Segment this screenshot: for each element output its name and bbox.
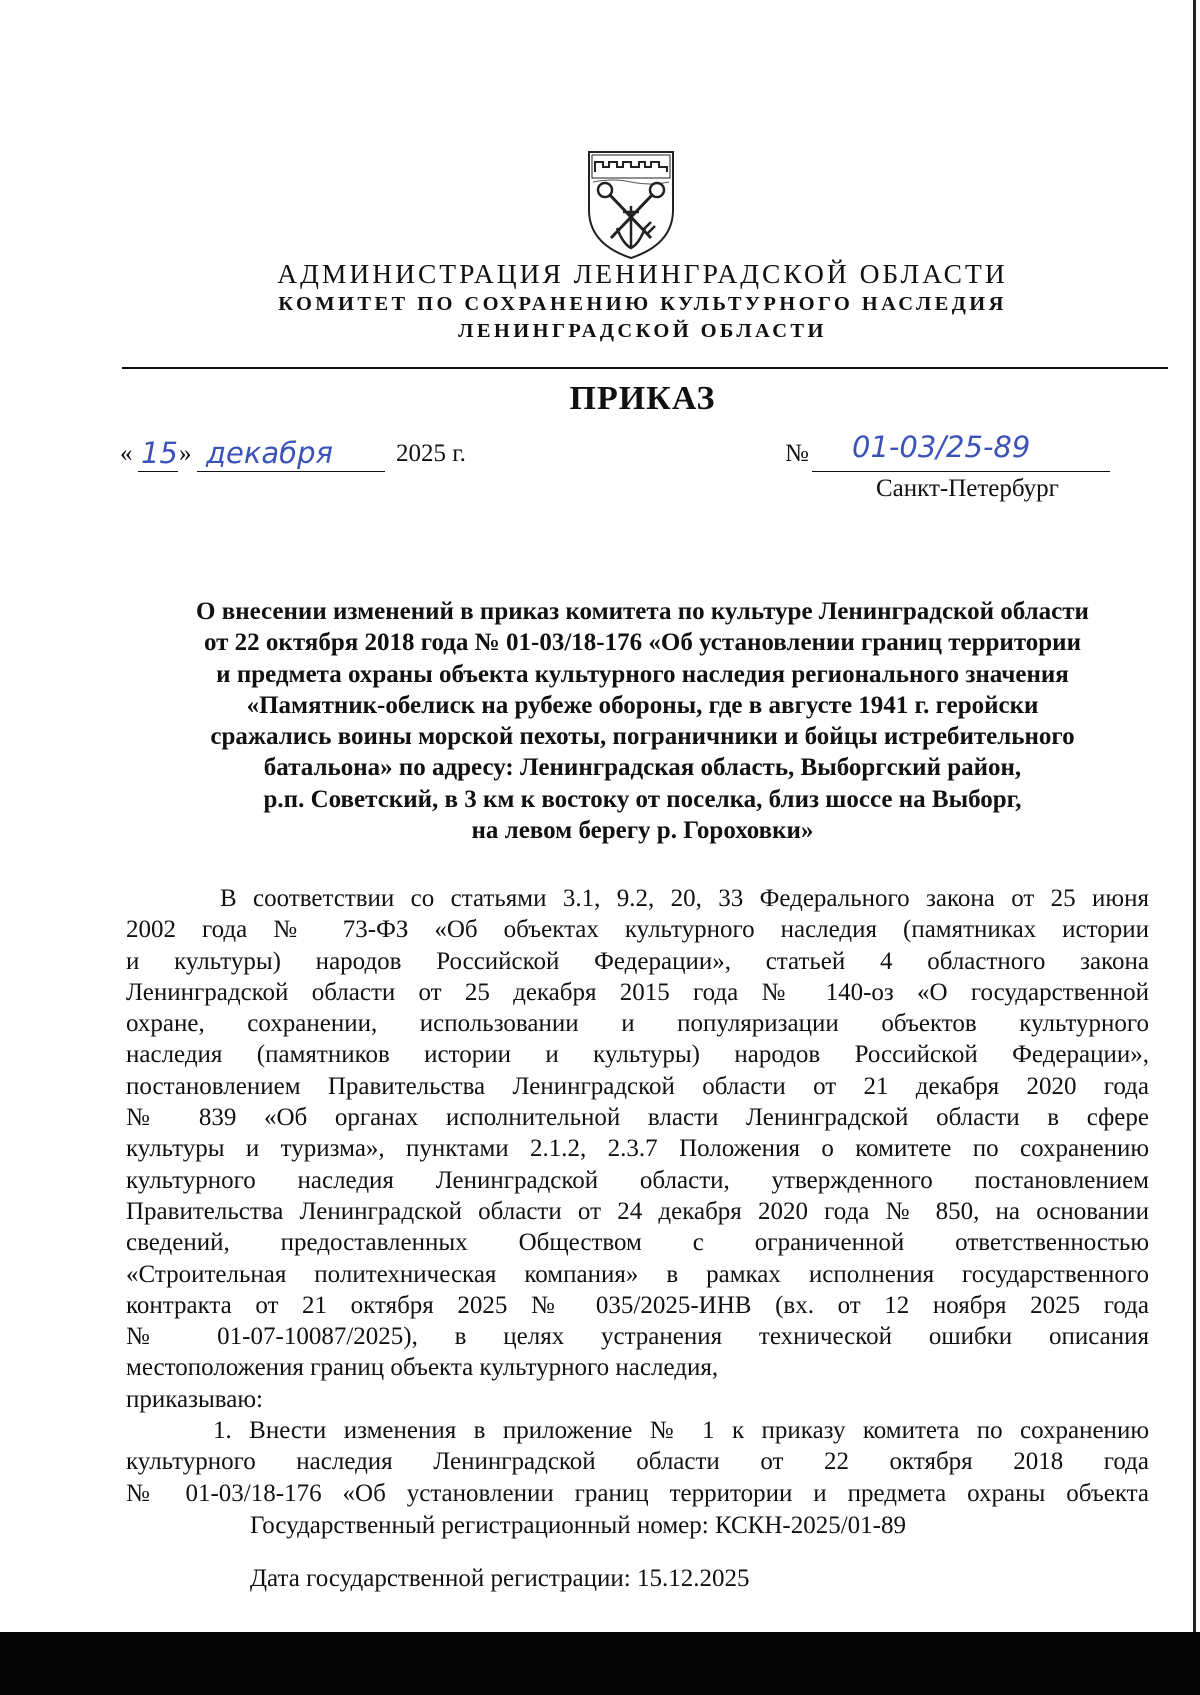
body-line: Правительства Ленинградской области от 24 декабря 2020 года № 850, на основании xyxy=(126,1197,1149,1225)
date-open-quote: « xyxy=(120,440,133,467)
subject-line: р.п. Советский, в 3 км к востоку от поселка, близ шоссе на Выборг, xyxy=(263,785,1022,813)
subject-line: на левом берегу р. Гороховки» xyxy=(471,817,814,845)
body-line: культурного наследия Ленинградской области, утвержденного постановлением xyxy=(126,1166,1149,1194)
coat-of-arms-icon xyxy=(583,148,679,262)
body-line: сведений, предоставленных Обществом с ограниченной ответственностью xyxy=(126,1229,1149,1257)
handwritten-day: 15 xyxy=(141,436,178,470)
item-1-line: 1. Внести изменения в приложение № 1 к приказу комитета по сохранению xyxy=(213,1417,1149,1445)
scan-edge xyxy=(1193,0,1196,1640)
body-line: культуры и туризма», пунктами 2.1.2, 2.3.7 Положения о комитете по сохранению xyxy=(126,1135,1149,1163)
body-line: № 839 «Об органах исполнительной власти Ленинградской области в сфере xyxy=(126,1104,1149,1132)
scan-bottom-band xyxy=(0,1632,1200,1695)
administration-name: АДМИНИСТРАЦИЯ ЛЕНИНГРАДСКОЙ ОБЛАСТИ xyxy=(277,258,1008,289)
subject-line: батальона» по адресу: Ленинградская область, Выборгский район, xyxy=(263,754,1022,782)
registration-number: Государственный регистрационный номер: КСКН-2025/01-89 xyxy=(250,1512,907,1539)
subject-line: от 22 октября 2018 года № 01-03/18-176 «Об установлении границ территории xyxy=(203,629,1081,657)
body-line: постановлением Правительства Ленинградской области от 21 декабря 2020 года xyxy=(126,1072,1149,1100)
body-line: 2002 года № 73-ФЗ «Об объектах культурного наследия (памятниках истории xyxy=(126,916,1149,944)
handwritten-month: декабря xyxy=(206,436,333,470)
date-close-quote: » xyxy=(179,440,192,467)
body-line: № 01-07-10087/2025), в целях устранения технической ошибки описания xyxy=(126,1323,1149,1351)
body-line: и культуры) народов Российской Федерации», статьей 4 областного закона xyxy=(126,947,1149,975)
preamble-paragraph xyxy=(126,883,1149,1509)
committee-region: ЛЕНИНГРАДСКОЙ ОБЛАСТИ xyxy=(458,320,827,342)
number-label: № xyxy=(785,440,809,467)
body-line: «Строительная политехническая компания» в рамках исполнения государственного xyxy=(126,1260,1149,1288)
date-year: 2025 г. xyxy=(396,440,466,467)
day-underline xyxy=(138,471,178,472)
handwritten-number: 01-03/25-89 xyxy=(852,430,1031,464)
body-line: контракта от 21 октября 2025 № 035/2025-ИНВ (вх. от 12 ноября 2025 года xyxy=(126,1291,1149,1319)
header-divider xyxy=(122,367,1168,369)
order-word: приказываю: xyxy=(126,1385,263,1413)
subject-line: сражались воины морской пехоты, пограничники и бойцы истребительного xyxy=(210,723,1075,751)
number-underline xyxy=(812,471,1110,472)
month-underline xyxy=(197,471,385,472)
registration-date: Дата государственной регистрации: 15.12.2025 xyxy=(250,1565,750,1592)
body-line: охране, сохранении, использовании и популяризации объектов культурного xyxy=(126,1010,1149,1038)
item-1-line: культурного наследия Ленинградской области от 22 октября 2018 года xyxy=(126,1448,1149,1476)
body-line: Ленинградской области от 25 декабря 2015 года № 140-оз «О государственной xyxy=(126,978,1149,1006)
city: Санкт-Петербург xyxy=(876,475,1059,502)
body-line: наследия (памятников истории и культуры) народов Российской Федерации», xyxy=(126,1041,1149,1069)
item-1-line: № 01-03/18-176 «Об установлении границ территории и предмета охраны объекта xyxy=(126,1479,1149,1507)
committee-name: КОМИТЕТ ПО СОХРАНЕНИЮ КУЛЬТУРНОГО НАСЛЕДИЯ xyxy=(278,293,1007,315)
body-line: местоположения границ объекта культурного наследия, xyxy=(126,1354,719,1382)
subject-line: «Памятник-обелиск на рубеже обороны, где в августе 1941 г. геройски xyxy=(246,691,1039,719)
subject-line: и предмета охраны объекта культурного наследия регионального значения xyxy=(216,660,1069,688)
document-title: ПРИКАЗ xyxy=(569,380,716,417)
order-subject xyxy=(120,596,1165,846)
body-line: В соответствии со статьями 3.1, 9.2, 20, 33 Федерального закона от 25 июня xyxy=(220,885,1149,912)
subject-line: О внесении изменений в приказ комитета по культуре Ленинградской области xyxy=(196,598,1089,625)
